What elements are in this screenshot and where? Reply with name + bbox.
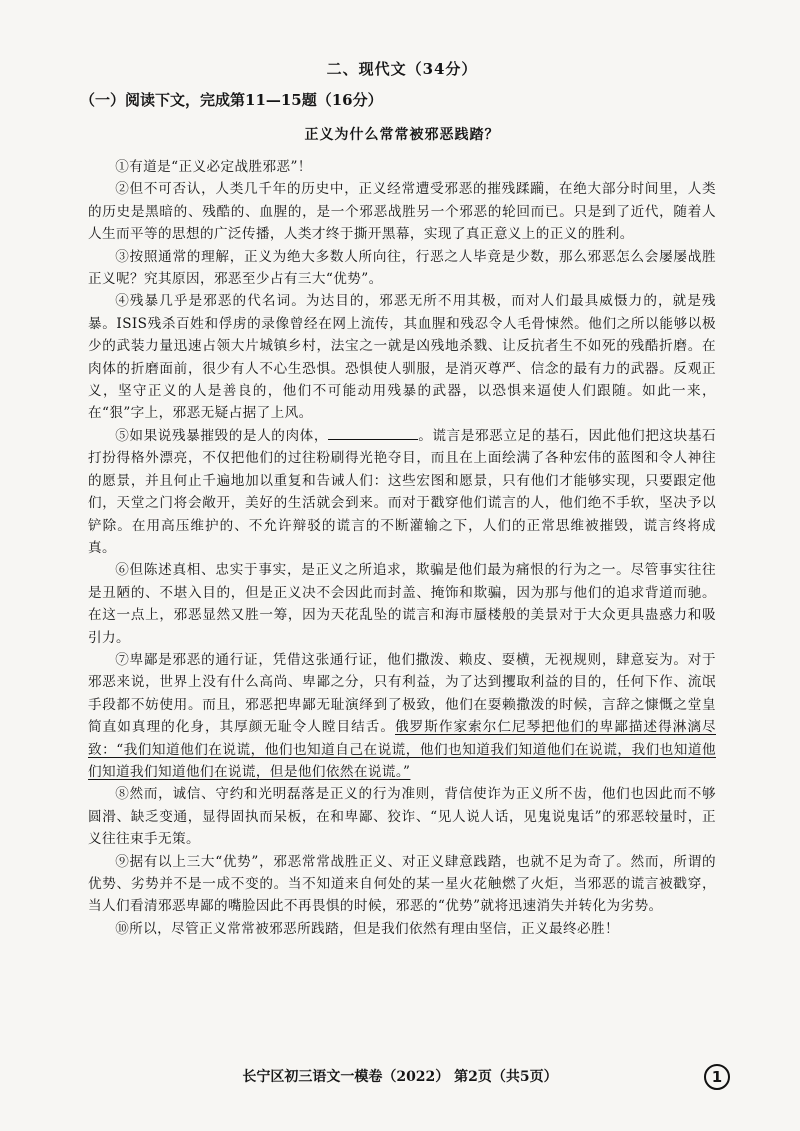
paragraph-9: ⑨据有以上三大“优势”，邪恶常常战胜正义、对正义肆意践踏，也就不足为奇了。然而，所谓的优势、劣势并不是一成不变的。当不知道来自何处的某一星火花触燃了火炬，当邪恶的谎言被戳穿，当人们看清邪恶卑鄙的嘴脸因此不再畏惧的时候，邪恶的“优势”就将迅速消失并转化为劣势。	[88, 853, 716, 915]
page-number-badge: 1	[704, 1064, 730, 1090]
underlined-quote: 俄罗斯作家索尔仁尼琴把他们的卑鄙描述得淋漓尽致：“我们知道他们在说谎，他们也知道自己在说谎，他们也知道我们知道他们在说谎，我们也知道他们知道我们知道他们在说谎，但是他们依然在说谎。”	[88, 719, 716, 780]
paragraph-5-rest: 。谎言是邪恶立足的基石，因此他们把这块基石打扮得格外漂亮，不仅把他们的过往粉刷得光艳夺目，而且在上面绘满了各种宏伟的蓝图和令人神往的愿景，并且何止千遍地加以重复和告诫人们：这些宏图和愿景，只有他们才能够实现，只要跟定他们，天堂之门将会敞开，美好的生活就会到来。而对于戳穿他们谎言的人，他们绝不手软，坚决予以铲除。在用高压维护的、不允许辩驳的谎言的不断灌输之下，人们的正常思维被摧毁，谎言终将成真。	[88, 427, 716, 556]
question-group-title: （一）阅读下文，完成第11—15题（16分）	[80, 91, 383, 109]
section-title: 二、现代文（34分）	[326, 60, 478, 78]
paragraph-1: ①有道是“正义必定战胜邪恶”！	[115, 159, 312, 175]
fill-in-blank[interactable]	[328, 427, 418, 440]
paragraph-7	[88, 649, 716, 783]
paragraph-4: ④残暴几乎是邪恶的代名词。为达目的，邪恶无所不用其极，而对人们最具威慑力的，就是残暴。ISIS残杀百姓和俘虏的录像曾经在网上流传，其血腥和残忍令人毛骨悚然。他们之所以能够以极少的武装力量迅速占领大片城镇乡村，法宝之一就是凶残地杀戮、让反抗者生不如死的残酷折磨。在肉体的折磨面前，很少有人不心生恐惧。恐惧使人驯服，是消灭尊严、信念的最有力的武器。反观正义，坚守正义的人是善良的，他们不可能动用残暴的武器，以恐惧来逼使人们跟随。如此一来，在“狠”字上，邪恶无疑占据了上风。	[88, 293, 716, 422]
article-title: 正义为什么常常被邪恶践踏？	[304, 127, 500, 143]
paragraph-7-text: ⑦卑鄙是邪恶的通行证，凭借这张通行证，他们撒泼、赖皮、耍横，无视规则，肆意妄为。对于邪恶来说，世界上没有什么高尚、卑鄙之分，只有利益，为了达到攫取利益的目的，任何下作、流氓手段都不妨使用。而且，邪恶把卑鄙无耻演绎到了极致，他们在耍赖撒泼的时候，言辞之慷慨之堂皇简直如真理的化身，其厚颜无耻令人瞠目结舌。	[88, 651, 716, 736]
paragraph-6: ⑥但陈述真相、忠实于事实，是正义之所追求，欺骗是他们最为痛恨的行为之一。尽管事实往往是丑陋的、不堪入目的，但是正义决不会因此而封盖、掩饰和欺骗，因为那与他们的追求背道而驰。在这一点上，邪恶显然又胜一筹，因为天花乱坠的谎言和海市蜃楼般的美景对于大众更具蛊惑力和吸引力。	[88, 562, 716, 646]
paragraph-8: ⑧然而，诚信、守约和光明磊落是正义的行为准则，背信使诈为正义所不齿，他们也因此而不够圆滑、缺乏变通，显得固执而呆板，在和卑鄙、狡诈、“见人说人话，见鬼说鬼话”的邪恶较量时，正义往往束手无策。	[88, 786, 716, 848]
paragraph-2: ②但不可否认，人类几千年的历史中，正义经常遭受邪恶的摧残蹂躏，在绝大部分时间里，人类的历史是黑暗的、残酷的、血腥的，是一个邪恶战胜另一个邪恶的轮回而已。只是到了近代，随着人人生而平等的思想的广泛传播，人类才终于撕开黑幕，实现了真正意义上的正义的胜利。	[88, 181, 716, 243]
exam-page	[80, 58, 716, 940]
paragraph-5-start: ⑤如果说残暴摧毁的是人的肉体，	[115, 427, 329, 444]
paragraph-5	[88, 425, 716, 559]
paragraph-10: ⑩所以，尽管正义常常被邪恶所践踏，但是我们依然有理由坚信，正义最终必胜！	[115, 920, 619, 937]
paragraph-3: ③按照通常的理解，正义为绝大多数人所向往，行恶之人毕竟是少数，那么邪恶怎么会屡屡战胜正义呢？究其原因，邪恶至少占有三大“优势”。	[88, 248, 716, 288]
page-footer: 长宁区初三语文一模卷（2022） 第2页（共5页）	[242, 1069, 558, 1085]
